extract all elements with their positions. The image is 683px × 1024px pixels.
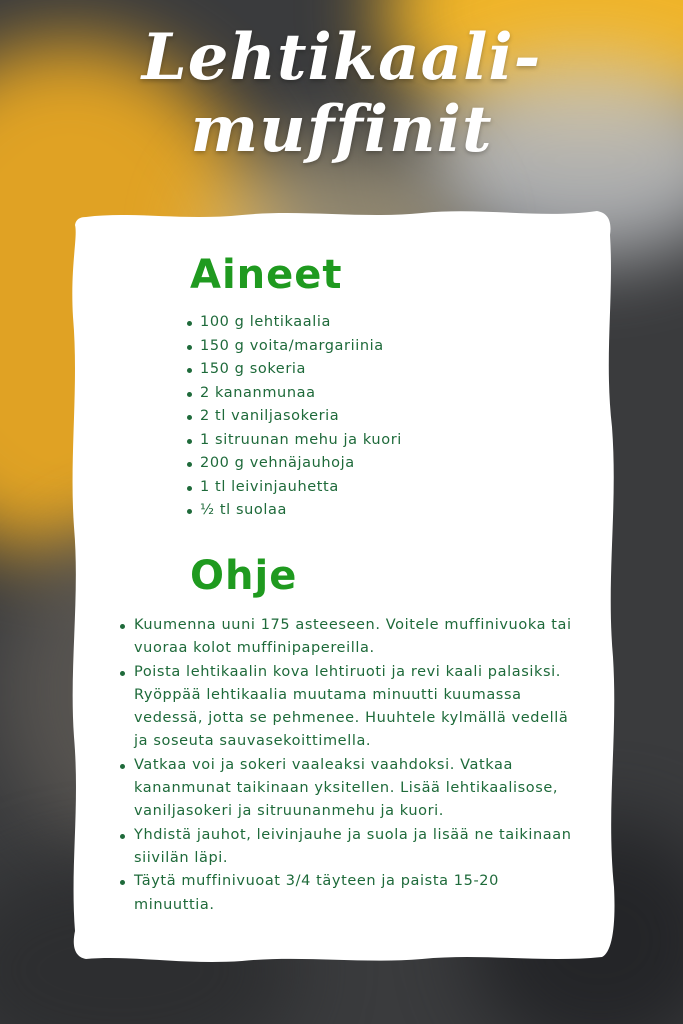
instruction-step: Poista lehtikaalin kova lehtiruoti ja revi kaali palasiksi. Ryöppää lehtikaalia muutama minuutti kuumassa vedessä, jotta se pehmenee. Huuhtele kylmällä vedellä ja soseuta sauvasekoittimella. xyxy=(134,661,574,754)
instruction-step: Yhdistä jauhot, leivinjauhe ja suola ja lisää ne taikinaan siivilän läpi. xyxy=(134,824,574,871)
instructions-heading: Ohje xyxy=(190,553,298,599)
recipe-card xyxy=(72,207,617,964)
ingredient-item: 150 g sokeria xyxy=(200,358,540,382)
instructions-list xyxy=(134,614,574,917)
instruction-step: Kuumenna uuni 175 asteeseen. Voitele muffinivuoka tai vuoraa kolot muffinipapereilla. xyxy=(134,614,574,661)
instruction-step: Vatkaa voi ja sokeri vaaleaksi vaahdoksi. Vatkaa kananmunat taikinaan yksitellen. Lisää lehtikaalisose, vaniljasokeri ja sitruunanmehu ja kuori. xyxy=(134,754,574,824)
ingredients-heading: Aineet xyxy=(190,252,343,298)
ingredients-list xyxy=(200,311,540,523)
ingredient-item: ½ tl suolaa xyxy=(200,499,540,523)
ingredient-item: 1 sitruunan mehu ja kuori xyxy=(200,429,540,453)
ingredient-item: 200 g vehnäjauhoja xyxy=(200,452,540,476)
ingredient-item: 2 kananmunaa xyxy=(200,382,540,406)
ingredient-item: 1 tl leivinjauhetta xyxy=(200,476,540,500)
title-line-2: muffinit xyxy=(190,92,493,167)
ingredient-item: 2 tl vaniljasokeria xyxy=(200,405,540,429)
instruction-step: Täytä muffinivuoat 3/4 täyteen ja paista 15-20 minuuttia. xyxy=(134,870,574,917)
page-title xyxy=(0,22,683,166)
title-line-1: Lehtikaali- xyxy=(141,20,542,95)
ingredient-item: 100 g lehtikaalia xyxy=(200,311,540,335)
ingredient-item: 150 g voita/margariinia xyxy=(200,335,540,359)
